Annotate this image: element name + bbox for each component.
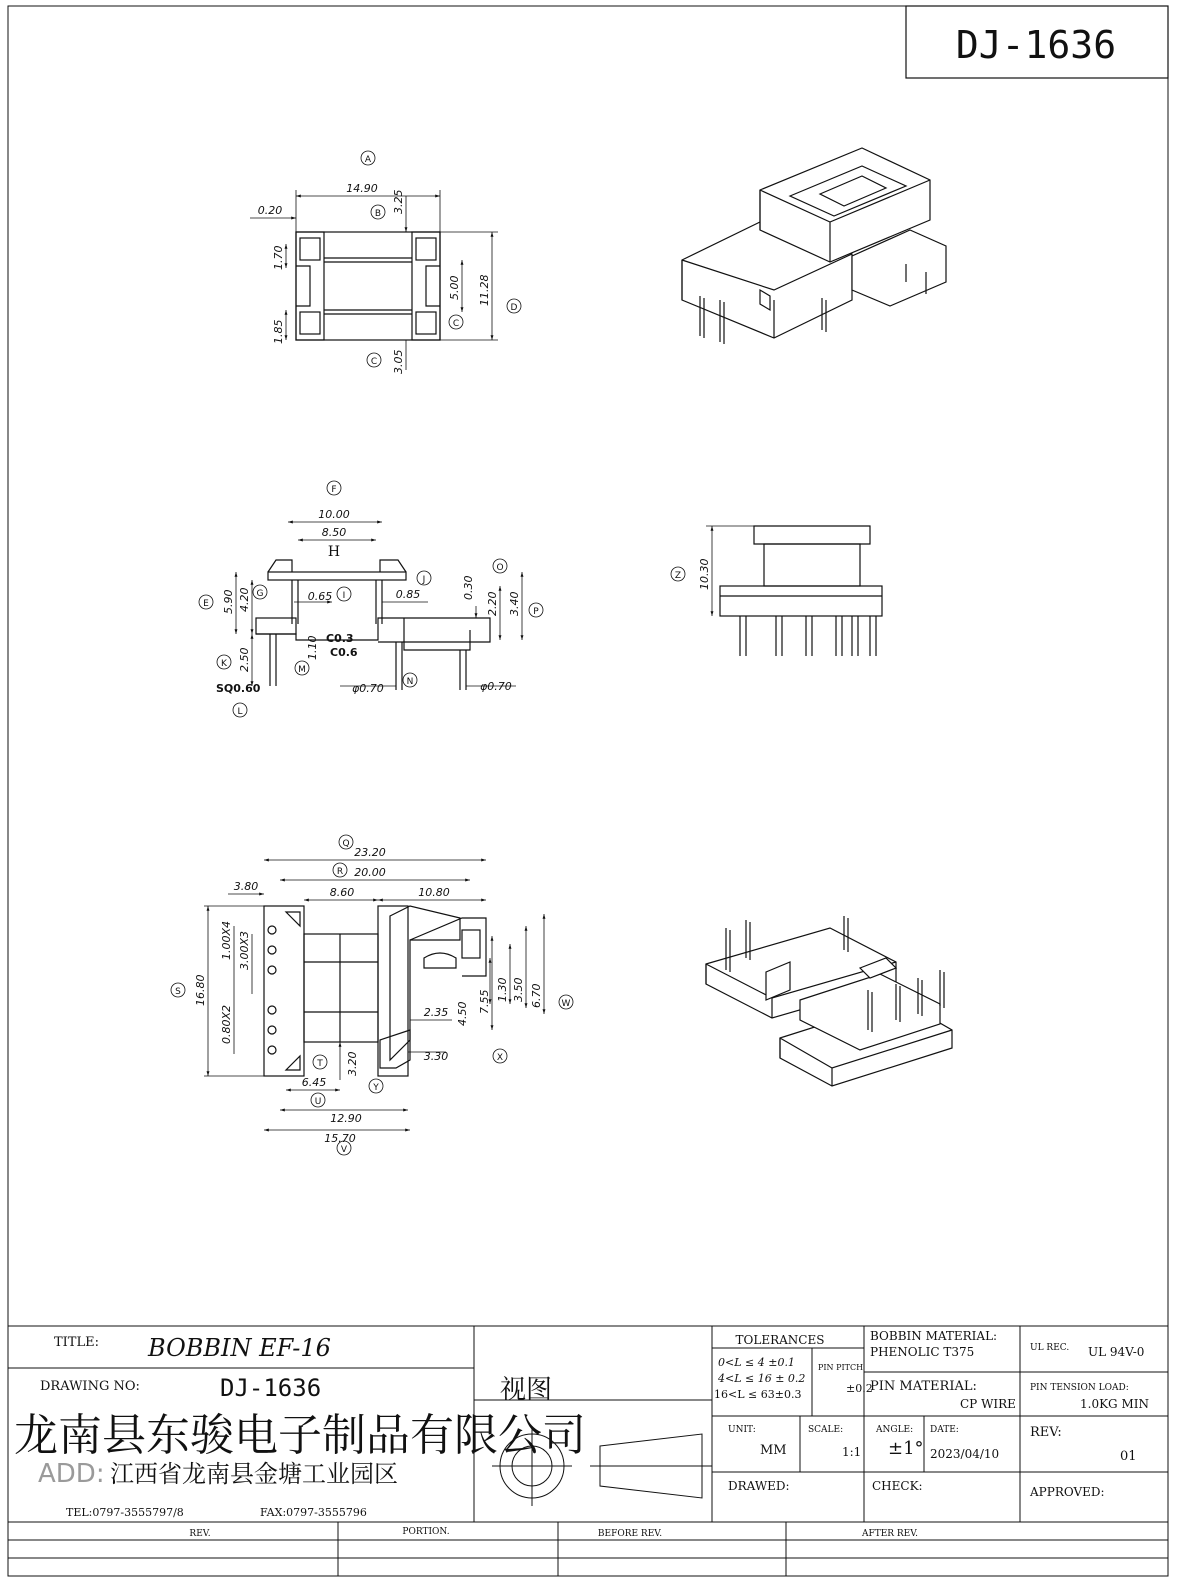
dim-4-50: 4.50 — [456, 1001, 469, 1026]
dim-8-60: 8.60 — [329, 886, 355, 899]
dim-1-70: 1.70 — [272, 245, 285, 270]
dim-8-50: 8.50 — [321, 526, 347, 539]
callout-i — [337, 587, 351, 601]
dim-12-90: 12.90 — [330, 1112, 362, 1125]
callout-s — [171, 983, 185, 997]
svg-text:D: D — [510, 303, 518, 313]
address-prefix: ADD: — [38, 1459, 105, 1489]
svg-text:Z: Z — [674, 571, 682, 581]
tel: TEL:0797-3555797/8 — [66, 1506, 184, 1519]
dim-4-20: 4.20 — [238, 587, 251, 612]
front-view-dims — [236, 522, 522, 686]
svg-text:S: S — [175, 987, 181, 997]
side-view — [720, 526, 882, 656]
check-label: CHECK: — [872, 1479, 923, 1493]
callout-j — [417, 571, 431, 585]
dim-0-65: 0.65 — [307, 590, 333, 603]
dim-6-45: 6.45 — [301, 1076, 327, 1089]
dim-10-30: 10.30 — [698, 558, 711, 590]
dim-3-25: 3.25 — [392, 189, 405, 214]
dim-1-30: 1.30 — [496, 977, 509, 1002]
rev-table-header-after: AFTER REV. — [861, 1529, 919, 1539]
callout-g — [253, 585, 267, 599]
dim-0-20: 0.20 — [257, 204, 283, 217]
top-view — [296, 232, 440, 340]
dim-15-70: 15.70 — [324, 1132, 356, 1145]
dim-20-00: 20.00 — [354, 866, 386, 879]
callout-u — [311, 1093, 325, 1107]
tol-row3: 16<L ≤ 63±0.3 — [714, 1388, 802, 1401]
dim-16-80: 16.80 — [194, 974, 207, 1006]
front-view-labels — [199, 481, 543, 717]
fax: FAX:0797-3555796 — [260, 1506, 367, 1519]
isometric-view-bottom — [706, 916, 952, 1086]
dim-1-10: 1.10 — [306, 635, 319, 660]
unit-label: UNIT: — [728, 1425, 756, 1435]
angle-value: ±1° — [888, 1438, 924, 1459]
view-label: 视图 — [500, 1375, 553, 1405]
rev-label: REV: — [1030, 1425, 1062, 1440]
dim-0-30: 0.30 — [462, 575, 475, 600]
tol-row1: 0<L ≤ 4 ±0.1 — [718, 1356, 795, 1369]
svg-text:C: C — [452, 319, 460, 329]
svg-text:N: N — [406, 677, 414, 687]
dim-c0-3: C0.3 — [326, 632, 354, 645]
drawing-number-header: DJ-1636 — [955, 23, 1117, 67]
bobbin-material-label: BOBBIN MATERIAL: — [870, 1329, 998, 1343]
dim-14-90: 14.90 — [346, 182, 378, 195]
svg-text:L: L — [237, 707, 243, 717]
svg-text:F: F — [331, 485, 337, 495]
scale-label: SCALE: — [808, 1425, 844, 1435]
callout-f — [327, 481, 341, 495]
dim-2-50: 2.50 — [238, 647, 251, 672]
callout-w — [559, 995, 573, 1009]
callout-m — [295, 661, 309, 675]
dim-11-28: 11.28 — [478, 274, 491, 306]
svg-text:B: B — [374, 209, 382, 219]
title-value: BOBBIN EF-16 — [148, 1334, 331, 1362]
svg-text:K: K — [221, 659, 227, 669]
dim-10-80: 10.80 — [418, 886, 450, 899]
dim-3-05: 3.05 — [392, 349, 405, 374]
approved-label: APPROVED: — [1030, 1485, 1105, 1499]
callout-a — [361, 151, 375, 165]
rev-table-header-portion: PORTION. — [402, 1527, 450, 1537]
pin-material-value: CP WIRE — [960, 1397, 1016, 1411]
dim-2-20: 2.20 — [486, 591, 499, 616]
pin-tension-value: 1.0KG MIN — [1080, 1397, 1149, 1411]
svg-text:A: A — [364, 155, 372, 165]
callout-q — [339, 835, 353, 849]
bobbin-material-value: PHENOLIC T375 — [870, 1345, 975, 1359]
svg-text:X: X — [496, 1053, 504, 1063]
pin-material-label: PIN MATERIAL: — [870, 1379, 977, 1394]
svg-text:P: P — [533, 607, 539, 617]
drawing-no-label: DRAWING NO: — [40, 1379, 140, 1394]
callout-z — [671, 567, 685, 581]
tol-row2: 4<L ≤ 16 ± 0.2 — [718, 1372, 806, 1385]
pin-tension-label: PIN TENSION LOAD: — [1030, 1383, 1129, 1393]
dim-3-40: 3.40 — [508, 591, 521, 616]
callout-e — [199, 595, 213, 609]
dim-6-70: 6.70 — [530, 983, 543, 1008]
pin-pitch-label: PIN PITCH — [818, 1363, 864, 1372]
dim-1-00x4: 1.00X4 — [220, 920, 233, 960]
front-view — [256, 560, 490, 690]
dim-c0-6: C0.6 — [330, 646, 358, 659]
callout-c1 — [367, 353, 381, 367]
svg-text:G: G — [256, 589, 264, 599]
dim-7-55: 7.55 — [478, 989, 491, 1014]
callout-k — [217, 655, 231, 669]
dim-phi-0-70-b: φ0.70 — [480, 680, 512, 693]
side-view-labels — [671, 559, 711, 591]
side-view-dims — [706, 526, 754, 616]
dim-sq0-60: SQ0.60 — [216, 682, 261, 695]
dim-10-00: 10.00 — [318, 508, 350, 521]
dim-5-90: 5.90 — [222, 589, 235, 614]
callout-n — [403, 673, 417, 687]
dim-2-35: 2.35 — [423, 1006, 449, 1019]
ul-rec-label: UL REC. — [1030, 1343, 1070, 1353]
callout-d — [507, 299, 521, 313]
callout-l — [233, 703, 247, 717]
pin-pitch-value: ±0.2 — [846, 1382, 873, 1395]
title-label: TITLE: — [54, 1335, 99, 1350]
svg-text:C: C — [370, 357, 378, 367]
tolerances-label: TOLERANCES — [735, 1333, 825, 1347]
company-name: 龙南县东骏电子制品有限公司 — [14, 1410, 586, 1461]
ul-rec-value: UL 94V-0 — [1088, 1345, 1145, 1359]
svg-text:U: U — [314, 1097, 322, 1107]
callout-t — [313, 1055, 327, 1069]
rev-value: 01 — [1120, 1449, 1137, 1464]
svg-text:V: V — [340, 1145, 348, 1155]
svg-text:Y: Y — [373, 1083, 379, 1093]
svg-text:J: J — [422, 575, 426, 585]
dim-3-80: 3.80 — [233, 880, 259, 893]
dim-3-20: 3.20 — [346, 1051, 359, 1076]
svg-text:E: E — [203, 599, 209, 609]
dim-0-80x2: 0.80X2 — [220, 1004, 233, 1044]
dim-3-30: 3.30 — [423, 1050, 449, 1063]
drawing-no-value: DJ-1636 — [220, 1374, 322, 1402]
dim-phi-0-70-a: φ0.70 — [352, 682, 384, 695]
callout-o — [493, 559, 507, 573]
label-h: H — [327, 544, 341, 560]
callout-b — [371, 205, 385, 219]
svg-text:I: I — [342, 591, 346, 601]
dim-5-00: 5.00 — [448, 275, 461, 300]
address: 江西省龙南县金塘工业园区 — [110, 1460, 398, 1488]
svg-text:Q: Q — [342, 839, 350, 849]
angle-label: ANGLE: — [876, 1425, 914, 1435]
scale-value: 1:1 — [842, 1445, 862, 1459]
date-label: DATE: — [930, 1425, 959, 1435]
dim-3-50: 3.50 — [512, 977, 525, 1002]
callout-r — [333, 863, 347, 877]
rev-table-header-rev: REV. — [189, 1529, 211, 1539]
callout-x — [493, 1049, 507, 1063]
callout-c2 — [449, 315, 463, 329]
drawed-label: DRAWED: — [728, 1479, 790, 1493]
svg-text:T: T — [317, 1059, 323, 1069]
title-block-text — [14, 1329, 1149, 1539]
dim-23-20: 23.20 — [354, 846, 386, 859]
date-value: 2023/04/10 — [930, 1447, 1000, 1461]
dim-0-85: 0.85 — [395, 588, 421, 601]
dim-3-00x3: 3.00X3 — [238, 930, 251, 970]
unit-value: MM — [760, 1443, 787, 1458]
drawing-number-box — [906, 6, 1168, 78]
callout-y — [369, 1079, 383, 1093]
dim-1-85: 1.85 — [272, 319, 285, 344]
svg-text:O: O — [496, 563, 504, 573]
svg-text:M: M — [298, 665, 306, 675]
rev-table-header-before: BEFORE REV. — [597, 1529, 663, 1539]
callout-p — [529, 603, 543, 617]
svg-text:W: W — [561, 999, 571, 1009]
bottom-view-labels — [171, 835, 573, 1155]
svg-text:R: R — [336, 867, 344, 877]
isometric-view-top — [682, 148, 946, 344]
bottom-view — [264, 906, 486, 1076]
